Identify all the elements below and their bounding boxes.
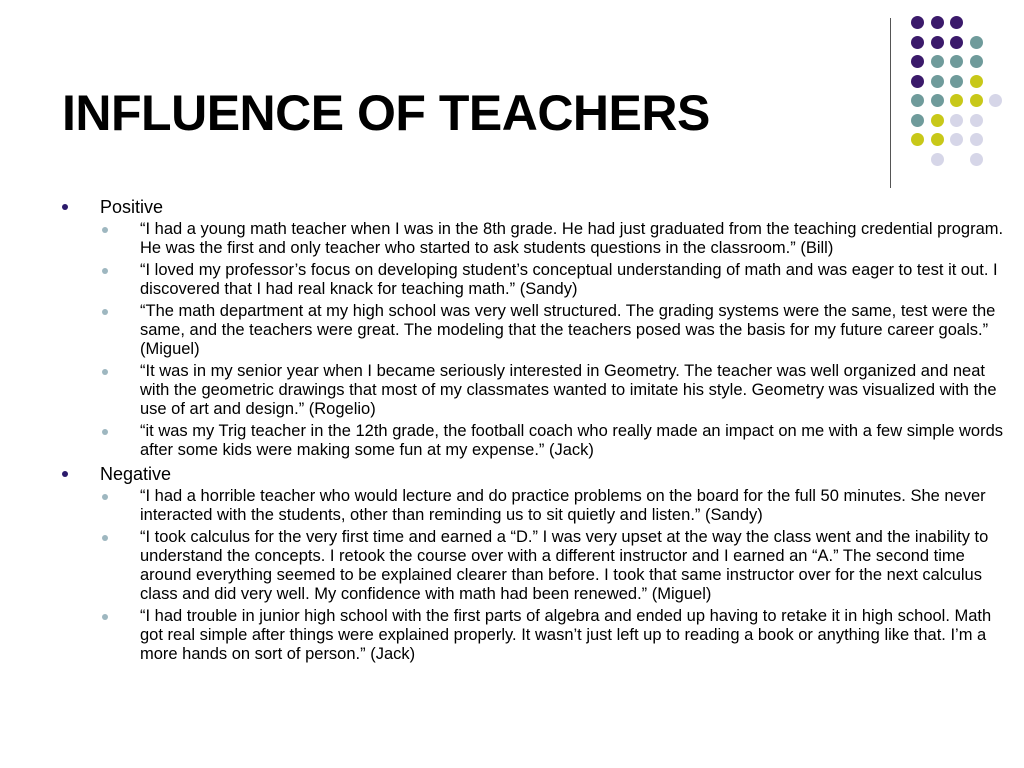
decorative-dot: [970, 133, 983, 146]
bullet-icon: [62, 204, 68, 210]
sub-bullet-icon: [102, 614, 108, 620]
decorative-dot: [911, 36, 924, 49]
decorative-dot: [950, 36, 963, 49]
decorative-dot: [911, 133, 924, 146]
decorative-dot: [970, 75, 983, 88]
decorative-dot: [950, 114, 963, 127]
decorative-dot: [911, 114, 924, 127]
decorative-dot: [931, 153, 944, 166]
decorative-dot: [950, 75, 963, 88]
quote-text: “The math department at my high school was very well structured. The grading systems were the same, test were the same, and the teachers were great. The modeling that the teachers posed was the basis for my future career goals.” (Miguel): [140, 302, 996, 358]
decorative-dot: [989, 94, 1002, 107]
decorative-dot: [950, 133, 963, 146]
sub-bullet-icon: [102, 309, 108, 315]
quote-item: [62, 487, 1017, 525]
section-negative: [62, 463, 1017, 664]
decorative-dot: [950, 16, 963, 29]
decorative-dot: [970, 94, 983, 107]
quote-text: “It was in my senior year when I became seriously interested in Geometry. The teacher was well organized and neat with the geometric drawings that most of my classmates wanted to imitate his style. Geometry was visualized with the use of art and design.” (Rogelio): [140, 362, 997, 418]
sub-bullet-icon: [102, 429, 108, 435]
section-heading: [62, 463, 1017, 485]
quote-text: “I had a horrible teacher who would lecture and do practice problems on the board for the full 50 minutes. She never interacted with the students, other than reminding us to sit quietly and listen.” (Sandy): [140, 487, 986, 524]
quote-item: [62, 302, 1017, 359]
decorative-dot: [931, 36, 944, 49]
decorative-dot: [931, 94, 944, 107]
sub-bullet-icon: [102, 268, 108, 274]
section-label: Negative: [100, 464, 172, 484]
decorative-dot: [970, 36, 983, 49]
sub-bullet-icon: [102, 369, 108, 375]
decorative-dot: [931, 75, 944, 88]
section-heading: [62, 196, 1017, 218]
quote-item: [62, 422, 1017, 460]
decorative-dot: [970, 153, 983, 166]
quote-text: “it was my Trig teacher in the 12th grade, the football coach who really made an impact on me with a few simple words after some kids were making some fun at my expense.” (Jack): [140, 422, 1003, 459]
decorative-dot: [950, 94, 963, 107]
quote-item: [62, 261, 1017, 299]
quote-text: “I had a young math teacher when I was in the 8th grade. He had just graduated from the teaching credential program. He was the first and only teacher who started to ask students questions in the classroom.” (Bill): [140, 220, 1004, 257]
decorative-dot: [970, 55, 983, 68]
decorative-dot: [911, 55, 924, 68]
slide-title: INFLUENCE OF TEACHERS: [62, 85, 710, 141]
decorative-dot: [931, 133, 944, 146]
quote-item: [62, 220, 1017, 258]
quote-item: [62, 528, 1017, 604]
sub-bullet-icon: [102, 494, 108, 500]
bullet-icon: [62, 471, 68, 477]
section-positive: [62, 196, 1017, 460]
section-label: Positive: [100, 197, 164, 217]
decorative-dot: [931, 16, 944, 29]
sub-bullet-icon: [102, 535, 108, 541]
quote-text: “I took calculus for the very first time and earned a “D.” I was very upset at the way the class went and the inability to understand the concepts. I retook the course over with a different instructor and I earned an “A.” The second time around everything seemed to be explained clearer than before. I took that same instructor over for the next calculus class and did very well. My confidence with math had been renewed.” (Miguel): [140, 528, 989, 603]
decorative-dot: [911, 16, 924, 29]
quote-text: “I had trouble in junior high school with the first parts of algebra and ended up having to retake it in high school. Math got real simple after things were explained properly. It wasn’t just left up to reading a book or anything like that. I’m a more hands on sort of person.” (Jack): [140, 607, 992, 663]
decorative-dot: [950, 55, 963, 68]
slide-body: [62, 196, 1017, 667]
quote-item: [62, 607, 1017, 664]
decorative-dot: [931, 114, 944, 127]
quote-text: “I loved my professor’s focus on developing student’s conceptual understanding of math and was eager to test it out. I discovered that I had real knack for teaching math.” (Sandy): [140, 261, 998, 298]
decorative-dot: [911, 75, 924, 88]
vertical-divider: [890, 18, 891, 188]
sub-bullet-icon: [102, 227, 108, 233]
decorative-dot: [970, 114, 983, 127]
decorative-dot: [931, 55, 944, 68]
quote-item: [62, 362, 1017, 419]
decorative-dot: [911, 94, 924, 107]
